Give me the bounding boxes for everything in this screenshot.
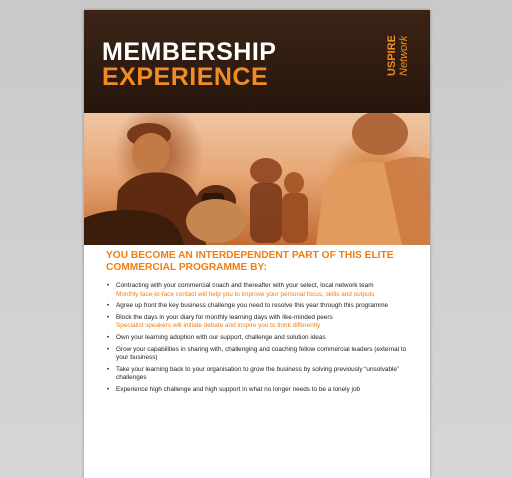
bullet-text: Block the days in your diary for monthly learning days with like-minded peers [116,313,333,321]
bullet-text: Experience high challenge and high support in what no longer needs to be a lonely job [116,385,361,393]
list-item [106,282,412,299]
bullet-text: Own your learning adoption with our support, challenge and solution ideas [116,333,326,341]
bullet-text: Grow your capabilities in sharing with, challenging and coaching fellow commercial leaders (external to your business) [116,345,407,362]
section-headline [106,250,412,274]
list-item [106,386,412,395]
benefit-list [106,282,412,395]
list-item [106,346,412,363]
list-item [106,314,412,331]
title-line-1: MEMBERSHIP [102,38,277,66]
list-item [106,366,412,383]
headline-line-1: YOU BECOME AN INTERDEPENDENT PART OF THIS ELITE [106,250,394,261]
bullet-subtext: Monthly face-to-face contact will help you to improve your personal focus, skills and outputs [116,290,375,298]
page-header-banner [84,10,430,113]
bullet-text: Agree up front the key business challenge you need to resolve this year through this programme [116,302,389,310]
bullet-text: Contracting with your commercial coach and thereafter with your select, local network team [116,282,374,289]
bullet-subtext: Specialist speakers will initiate debate and inspire you to think differently [116,322,321,330]
headline-line-2: COMMERCIAL PROGRAMME BY: [106,262,267,273]
bullet-text: Take your learning back to your organisation to grow the business by solving previously “unsolvable” challenges [116,365,400,382]
hikers-photo [84,113,430,245]
page-title [102,40,276,90]
hikers-illustration [84,113,430,245]
logo-subword: Network [398,35,410,76]
document-page [84,10,430,478]
logo-word: USPIRE [386,35,398,76]
title-line-2: EXPERIENCE [102,63,269,91]
membership-content [106,250,412,398]
uspire-network-logo [384,20,410,76]
list-item [106,302,412,311]
list-item [106,334,412,343]
